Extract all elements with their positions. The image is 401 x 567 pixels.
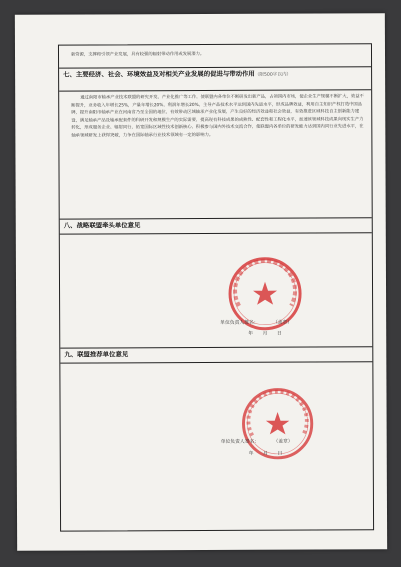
section-7-body: 通过南阳市轴承产业技术联盟的研究开发、产业化推广等工作，使联盟内各单位不断研发出新产品，占领国内市场，使企业生产规模不断扩大，效益不断提升，业务收入年增长25%，产量年增长20%，利润年增长20%，主导产品技术水平达到国内先进水平，形成品牌效益，利用自主知识产权打造中国品牌，提升南阳市轴承产业在河南省乃至全国的地位，有效带动区域轴承产业化发展，产生良好的经济效益和社会效益，有效推进区域科技自主创新能力建设，满足轴承产品及轴承配套件的科研开发和规模生产的实际需要，提高现有科技成果的成熟性、配套性和工程化水平，加速该领域科技成果向现实生产力转化，形成服务企业、辐射同行，拓宽国际区域性技术创新核心，积极参与国内外技术交流合作，使联盟内各单位的研发能力达到国内同行业先进水平，在轴承领域研发上获得突破，力争在国际轴承行业技术领域有一定的影响力。 <box>71 94 364 139</box>
section-9-opinion-box <box>60 362 373 530</box>
section-7-body-row <box>59 90 372 219</box>
section-7-title-wrap <box>59 67 371 82</box>
section-7-header <box>59 67 371 91</box>
section-9-signature-line: 单位负责人签名： （盖章） <box>220 439 293 445</box>
section-7-note: （限500字以内） <box>254 72 292 78</box>
section-9-header <box>60 347 372 363</box>
intro-row <box>59 44 371 68</box>
section-9-date-line: 年 月 日 <box>248 451 283 457</box>
section-7-title: 七、主要经济、社会、环境效益及对相关产业发展的促进与带动作用 <box>63 69 255 79</box>
section-8-date-line: 年 月 日 <box>248 331 282 337</box>
application-form-table <box>58 43 374 531</box>
document-page <box>15 13 387 551</box>
intro-text: 新资源，支撑和引领产业发展，具有较强的辐射带动作用或发展潜力。 <box>70 51 205 58</box>
section-8-opinion-box <box>60 233 372 348</box>
section-8-header <box>60 218 372 234</box>
section-8-signature-line: 单位负责人签名： （盖章） <box>220 320 293 326</box>
section-9-title: 九、联盟推荐单位意见 <box>64 350 129 359</box>
section-8-title: 八、战略联盟牵头单位意见 <box>63 221 141 230</box>
